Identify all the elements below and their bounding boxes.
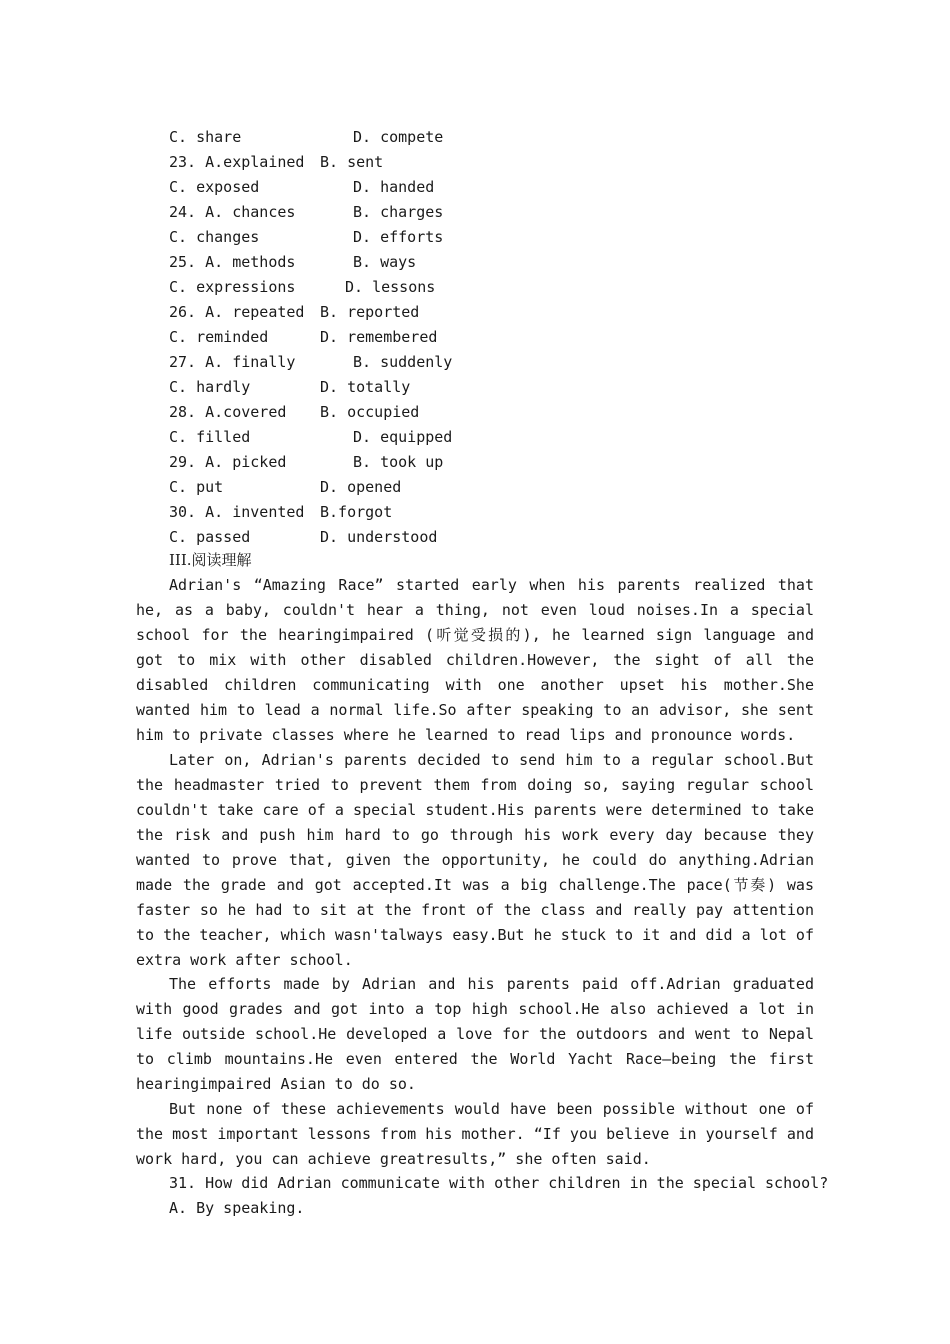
section-heading: III.阅读理解 [169,551,252,569]
option-right: B. ways [353,253,417,271]
option-right: D. handed [353,178,435,196]
option-left: C. exposed [169,178,260,196]
option-left: 23. A.explained [169,153,305,171]
option-left: C. hardly [169,378,251,396]
option-left: C. passed [169,528,251,546]
option-right: D. efforts [353,228,444,246]
option-left: 26. A. repeated [169,303,305,321]
option-left: C. share [169,128,242,146]
option-right: D. opened [320,478,402,496]
reading-passage [136,573,814,973]
option-right: D. understood [320,528,438,546]
option-right: D. remembered [320,328,438,346]
question-31-option-a: A. By speaking. [169,1199,305,1217]
option-left: 29. A. picked [169,453,287,471]
option-right: D. compete [353,128,444,146]
option-left: C. changes [169,228,260,246]
option-left: C. reminded [169,328,269,346]
option-right: B. occupied [320,403,420,421]
passage-paragraph: But none of these achievements would have been possible without one of the most important lessons from his mother. “If you believe in yourself and work hard, you can achieve greatresults,” she often said. [136,1100,814,1168]
passage-paragraph: Adrian's “Amazing Race” started early when his parents realized that he, as a baby, couldn't hear a thing, not even loud noises.In a special school for the hearingimpaired (听觉受损的), he learned sign language and got to mix with other disabled children.However, the sight of all the disabled children communicating with one another upset his mother.She wanted him to lead a normal life.So after speaking to an advisor, she sent him to private classes where he learned to read lips and pronounce words. [136,576,814,744]
option-left: 30. A. invented [169,503,305,521]
option-right: B. charges [353,203,444,221]
option-left: C. expressions [169,278,296,296]
option-right: D. totally [320,378,411,396]
option-left: C. filled [169,428,251,446]
option-right: B. suddenly [353,353,453,371]
passage-paragraph: Later on, Adrian's parents decided to send him to a regular school.But the headmaster tried to prevent them from doing so, saying regular school couldn't take care of a special student.His parents were determined to take the risk and push him hard to go through his work every day because they wanted to prove that, given the opportunity, he could do anything.Adrian made the grade and got accepted.It was a big challenge.The pace(节奏) was faster so he had to sit at the front of the class and really pay attention to the teacher, which wasn'talways easy.But he stuck to it and did a lot of extra work after school. [136,751,814,969]
option-right: B. took up [353,453,444,471]
option-right: B.forgot [320,503,393,521]
option-right: D. lessons [345,278,436,296]
passage-paragraph: The efforts made by Adrian and his parents paid off.Adrian graduated with good grades and got into a top high school.He also achieved a lot in life outside school.He developed a love for the outdoors and went to Nepal to climb mountains.He even entered the World Yacht Race—being the first hearingimpaired Asian to do so. [136,975,814,1093]
option-right: B. reported [320,303,420,321]
option-left: C. put [169,478,224,496]
reading-passage-continued [136,972,814,1172]
option-right: D. equipped [353,428,453,446]
option-right: B. sent [320,153,384,171]
option-left: 25. A. methods [169,253,296,271]
option-left: 28. A.covered [169,403,287,421]
question-31: 31. How did Adrian communicate with other children in the special school? [169,1174,829,1192]
option-left: 27. A. finally [169,353,296,371]
option-left: 24. A. chances [169,203,296,221]
